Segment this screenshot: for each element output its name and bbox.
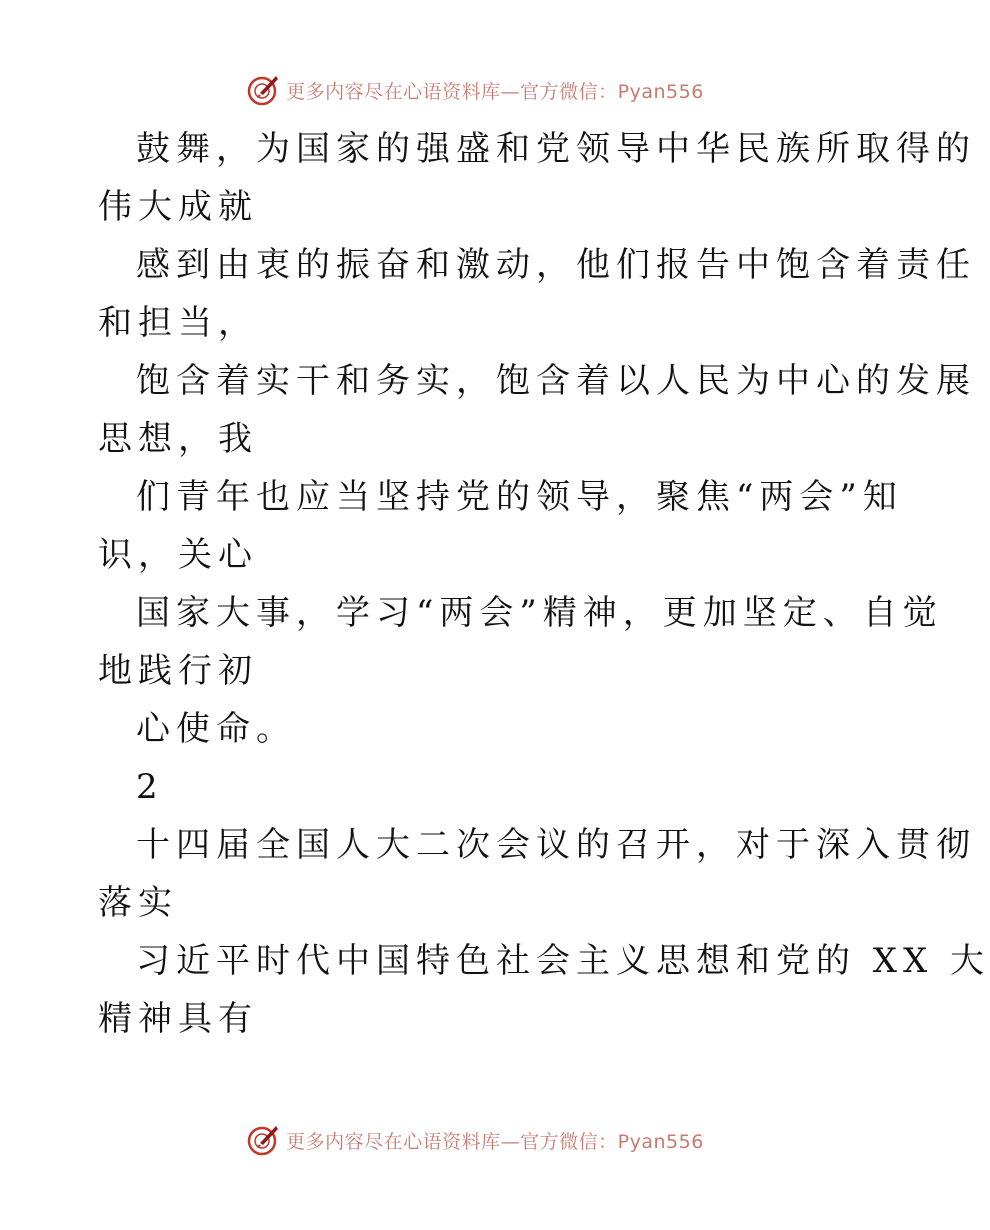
paragraph-line: 十四届全国人大二次会议的召开，对于深入贯彻 (136, 825, 976, 865)
paragraph-line: 地践行初 (98, 651, 258, 691)
paragraph-line: 们青年也应当坚持党的领导，聚焦“两会”知 (136, 477, 903, 517)
paragraph-line: 识，关心 (98, 535, 258, 575)
paragraph-line: 落实 (98, 883, 178, 923)
paragraph-line: 思想，我 (98, 419, 258, 459)
quill-logo-icon (246, 73, 280, 107)
paragraph-line: 饱含着实干和务实，饱含着以人民为中心的发展 (136, 361, 976, 401)
header-banner-text: 更多内容尽在心语资料库—官方微信：Pyan556 (286, 80, 704, 103)
paragraph-line: 国家大事，学习“两会”精神，更加坚定、自觉 (136, 593, 943, 633)
section-number: 2 (136, 767, 164, 807)
footer-banner (0, 1120, 950, 1160)
paragraph-line: 和担当， (98, 303, 258, 343)
paragraph-line: 伟大成就 (98, 187, 258, 227)
document-body (98, 120, 990, 1048)
paragraph-line: 鼓舞，为国家的强盛和党领导中华民族所取得的 (136, 129, 976, 169)
footer-banner-text: 更多内容尽在心语资料库—官方微信：Pyan556 (286, 1130, 704, 1153)
quill-logo-icon (246, 1123, 280, 1157)
header-banner (0, 70, 950, 110)
paragraph-line: 精神具有 (98, 999, 258, 1039)
paragraph-line: 习近平时代中国特色社会主义思想和党的 XX 大 (136, 941, 990, 981)
paragraph-line: 感到由衷的振奋和激动，他们报告中饱含着责任 (136, 245, 976, 285)
paragraph-line: 心使命。 (136, 709, 296, 749)
